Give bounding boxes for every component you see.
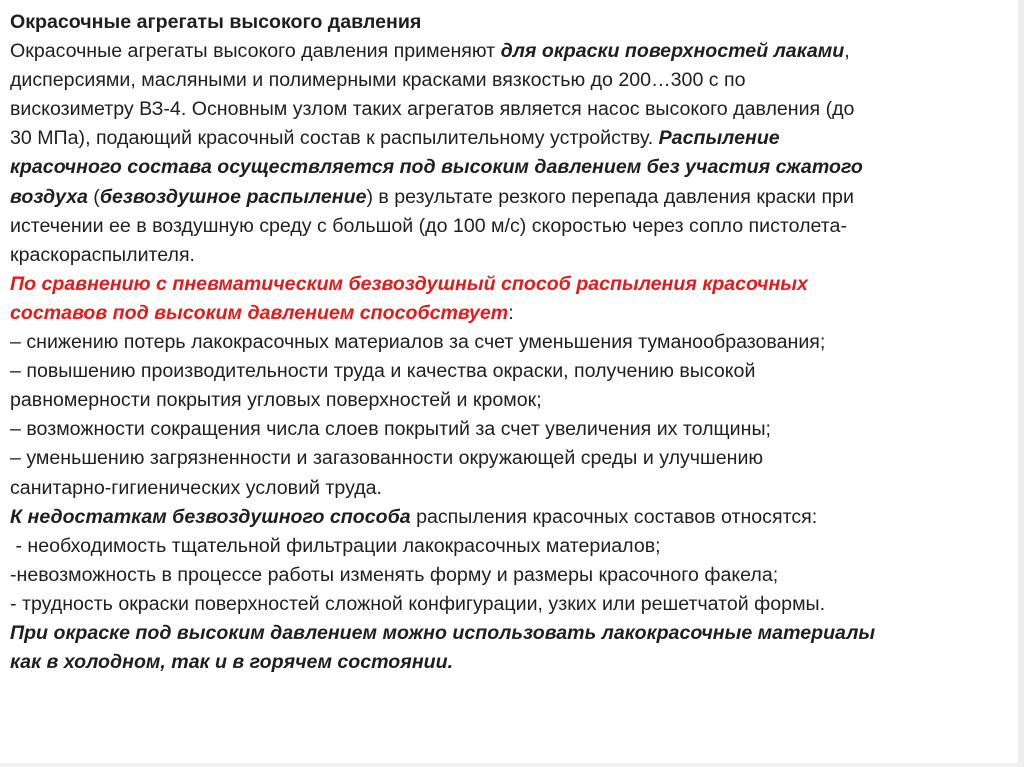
right-edge-divider — [1018, 0, 1024, 767]
intro-emphasis: Распыление — [658, 127, 780, 150]
intro-line: вискозиметру ВЗ-4. Основным узлом таких агрегатов является насос высокого давления (до — [10, 98, 855, 121]
intro-text: ( — [87, 185, 100, 208]
intro-line: дисперсиями, масляными и полимерными красками вязкостью до 200…300 с по — [10, 69, 746, 92]
conclusion-paragraph — [10, 619, 1018, 677]
intro-text: ) в результате резкого перепада давления краски при — [366, 185, 854, 208]
advantages-list — [10, 328, 1018, 503]
disadvantages-text: распыления красочных составов относятся: — [410, 505, 818, 528]
intro-line: краскораспылителя. — [10, 243, 196, 266]
intro-emphasis: для окраски поверхностей лаками — [500, 40, 845, 63]
slide-title: Окрасочные агрегаты высокого давления — [10, 11, 422, 33]
intro-paragraph — [10, 37, 1018, 270]
disadvantage-item: - необходимость тщательной фильтрации лакокрасочных материалов; — [10, 534, 661, 557]
conclusion-line: При окраске под высоким давлением можно использовать лакокрасочные материалы — [10, 621, 876, 644]
comparison-emphasis: составов под высоким давлением способствует — [10, 301, 509, 324]
intro-emphasis: воздуха — [10, 185, 88, 208]
disadvantage-item: -невозможность в процессе работы изменять форму и размеры красочного факела; — [10, 563, 779, 586]
disadvantage-item: - трудность окраски поверхностей сложной конфигурации, узких или решетчатой формы. — [10, 592, 826, 615]
intro-line — [10, 183, 1018, 212]
disadvantages-heading — [10, 503, 1018, 532]
advantage-item-continued: санитарно-гигиенических условий труда. — [10, 476, 382, 499]
intro-emphasis: безвоздушное распыление — [99, 185, 367, 208]
comparison-line — [10, 299, 1018, 328]
bottom-edge-divider — [0, 763, 1024, 767]
disadvantages-emphasis: К недостаткам безвоздушного способа — [10, 505, 411, 528]
intro-line: красочного состава осуществляется под высоким давлением без участия сжатого — [10, 156, 863, 179]
comparison-line: По сравнению с пневматическим безвоздушный способ распыления красочных — [10, 272, 808, 295]
intro-text: 30 МПа), подающий красочный состав к распылительному устройству. — [10, 127, 659, 150]
advantage-item-continued: равномерности покрытия угловых поверхностей и кромок; — [10, 389, 542, 412]
slide-text-body — [10, 8, 1018, 677]
comparison-heading — [10, 270, 1018, 328]
advantage-item: – возможности сокращения числа слоев покрытий за счет увеличения их толщины; — [10, 418, 771, 441]
disadvantages-section — [10, 503, 1018, 619]
intro-text: Окрасочные агрегаты высокого давления применяют — [10, 40, 501, 63]
comparison-colon: : — [508, 301, 514, 324]
advantage-item: – повышению производительности труда и качества окраски, получению высокой — [10, 360, 756, 383]
advantage-item: – снижению потерь лакокрасочных материалов за счет уменьшения туманообразования; — [10, 331, 826, 354]
advantage-item: – уменьшению загрязненности и загазованности окружающей среды и улучшению — [10, 447, 764, 470]
conclusion-line: как в холодном, так и в горячем состоянии. — [10, 651, 454, 674]
intro-line — [10, 124, 1018, 153]
intro-text: , — [844, 40, 850, 63]
intro-line — [10, 37, 1018, 66]
intro-line: истечении ее в воздушную среду с большой (до 100 м/с) скоростью через сопло пистолета- — [10, 214, 847, 237]
